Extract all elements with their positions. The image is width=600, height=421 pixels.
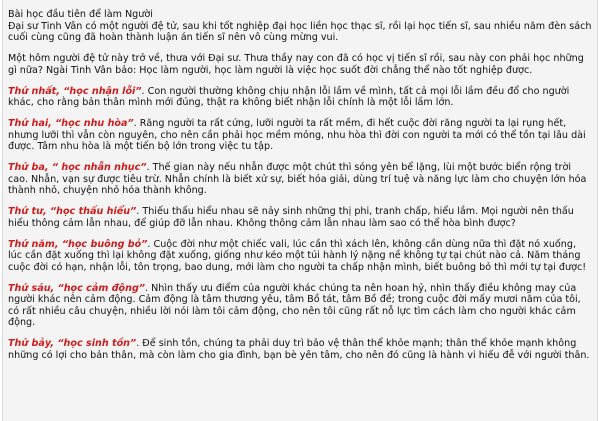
article — [2, 0, 598, 421]
lesson-6-heading: Thứ sáu, “học cảm động” — [8, 282, 146, 294]
lesson-1 — [8, 86, 592, 109]
lesson-2-text: . Răng người ta rất cứng, lưỡi người ta rất mềm, đi hết cuộc đời răng người ta lại rụng hết, nhưng lưỡi thì vẫn còn nguyên, cho nên cần phải học mềm mỏng, nhu hòa thì đời con người ta mới có thể tồn tại lâu dài được. Tâm nhu hòa là một tiến bộ lớn trong việc tu tập. — [8, 118, 586, 152]
lesson-5-text: . Cuộc đời như một chiếc vali, lúc cần thì xách lên, không cần dùng nữa thì đặt nó xuống, lúc cần đặt xuống thì lại không đặt xuống, giống như kéo một túi hành lý nặng nề không tự tại chút nào cả. Năm tháng cuộc đời có hạn, nhận lỗi, tôn trọng, bao dung, mới làm cho người ta chấp nhận mình, biết buông bỏ thì mới tự tại được! — [8, 238, 587, 273]
lesson-6-text: . Nhìn thấy ưu điểm của người khác chúng ta nên hoan hỷ, nhìn thấy điều không may của người khác nên cảm động. Cảm động là tâm thương yêu, tâm Bồ tát, tâm Bồ đề; trong cuộc đời mấy mươi năm của tôi, có rất nhiều câu chuyện, nhiều lời nói làm tôi cảm động, cho nên tôi cũng rất nỗ lực tìm cách làm cho người khác cảm động. — [8, 282, 581, 328]
lesson-4 — [8, 206, 592, 229]
lesson-1-heading: Thứ nhất, “học nhận lỗi” — [8, 85, 142, 97]
lesson-1-text: . Con người thường không chịu nhận lỗi lầm về mình, tất cả mọi lỗi lầm đều đổ cho người khác, cho rằng bản thân mình mới đúng, thật ra không biết nhận lỗi chính là một lỗi lầm lớn. — [8, 85, 570, 108]
lesson-7 — [8, 338, 592, 361]
intro-paragraph: Đại sư Tinh Vân có một người đệ tử, sau khi tốt nghiệp đại học liền học thạc sĩ, rồi lại học tiến sĩ, sau nhiều năm đèn sách cuối cùng cũng đã hoàn thành luận án tiến sĩ nên vô cùng mừng vui. — [8, 20, 592, 43]
lesson-2 — [8, 118, 592, 153]
lesson-4-heading: Thứ tư, “học thấu hiểu” — [8, 206, 137, 217]
lesson-5 — [8, 239, 592, 274]
lesson-7-text: . Để sinh tồn, chúng ta phải duy trì bảo vệ thân thể khỏe mạnh; thân thể khỏe mạnh không những có lợi cho bản thân, mà còn làm cho gia đình, bạn bè yên tâm, cho nên đó cũng là hành vi hiếu đễ với người thân. — [8, 338, 590, 361]
lesson-2-heading: Thứ hai, “học nhu hòa” — [8, 118, 134, 129]
lesson-3-heading: Thứ ba, “ học nhẫn nhục” — [8, 162, 147, 173]
lesson-7-heading: Thứ bảy, “học sinh tồn” — [8, 338, 137, 349]
article-title: Bài học đầu tiên để làm Người — [8, 9, 153, 20]
lesson-6 — [8, 283, 592, 329]
lesson-3-text: . Thế gian này nếu nhẫn được một chút thì sóng yên bể lặng, lùi một bước biển rộng trời cao. Nhẫn, vạn sự được tiêu trừ. Nhẫn chính là biết xử sự, biết hóa giải, dùng trí tuệ và năng lực làm cho chuyện lớn hóa thành nhỏ, chuyện nhỏ hóa thành không. — [8, 162, 587, 196]
lesson-4-text: . Thiếu thấu hiểu nhau sẽ nảy sinh những thị phi, tranh chấp, hiểu lầm. Mọi người nên thấu hiểu thông cảm lẫn nhau, để giúp đỡ lẫn nhau. Không thông cảm lẫn nhau làm sao có thể hòa bình được? — [8, 206, 574, 229]
lesson-5-heading: Thứ năm, “học buông bỏ” — [8, 238, 148, 250]
question-paragraph: Một hôm người đệ tử này trở về, thưa với Đại sư. Thưa thầy nay con đã có học vị tiến sĩ rồi, sau này con phải học những gì nữa? Ngài Tinh Vân bảo: Học làm người, học làm người là việc học suốt đời chẳng thể nào tốt nghiệp được. — [8, 53, 584, 76]
lesson-3 — [8, 162, 592, 197]
